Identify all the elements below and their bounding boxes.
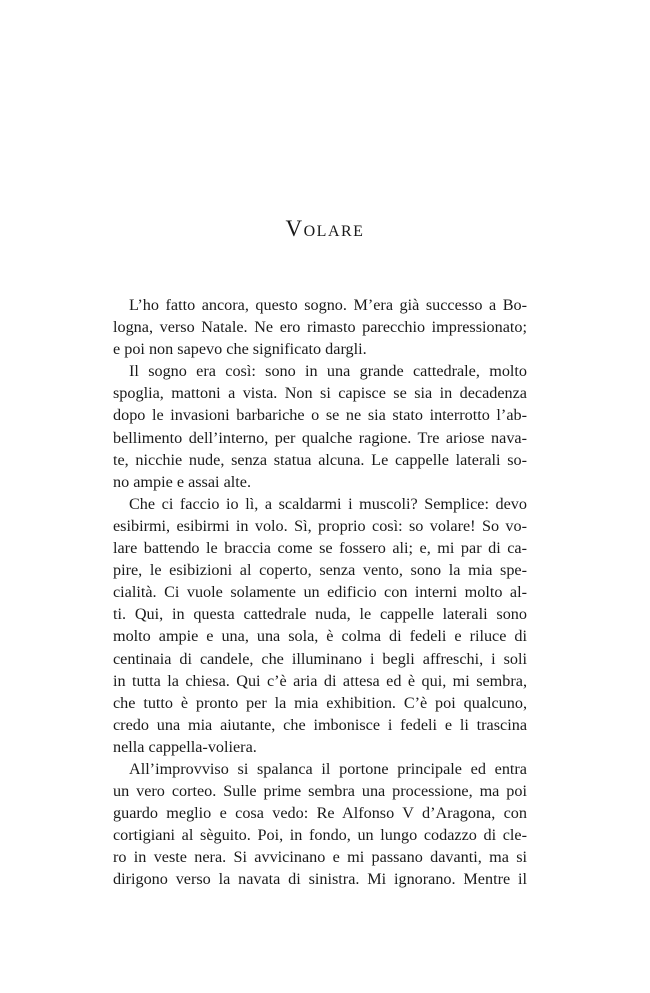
text-line: un vero corteo. Sulle prime sembra una processione, ma poi (113, 782, 527, 801)
text-line: spoglia, mattoni a vista. Non si capisce se sia in decadenza (113, 384, 527, 403)
text-line: cortigiani al sèguito. Poi, in fondo, un lungo codazzo di cle- (113, 826, 527, 845)
chapter-title: Volare (285, 216, 365, 241)
text-line: Che ci faccio io lì, a scaldarmi i muscoli? Semplice: devo (129, 494, 527, 513)
text-line: no ampie e assai alte. (113, 472, 251, 491)
text-line: Il sogno era così: sono in una grande cattedrale, molto (129, 362, 527, 381)
text-line: ro in veste nera. Si avvicinano e mi passano davanti, ma si (113, 848, 527, 867)
text-line: logna, verso Natale. Ne ero rimasto parecchio impressionato; (113, 318, 527, 337)
text-line: dirigono verso la navata di sinistra. Mi ignorano. Mentre il (113, 870, 527, 889)
text-line: che tutto è pronto per la mia exhibition. C’è poi qualcuno, (113, 693, 527, 712)
text-line: esibirmi, esibirmi in volo. Sì, proprio così: so volare! So vo- (113, 516, 527, 535)
text-line: te, nicchie nude, senza statua alcuna. Le cappelle laterali so- (113, 450, 527, 469)
text-line: credo una mia aiutante, che imbonisce i fedeli e li trascina (113, 715, 527, 734)
text-line: lare battendo le braccia come se fossero ali; e, mi par di ca- (113, 539, 527, 558)
text-line: in tutta la chiesa. Qui c’è aria di attesa ed è qui, mi sembra, (113, 671, 527, 690)
text-line: nella cappella-voliera. (113, 737, 257, 756)
text-line: cialità. Ci vuole solamente un edificio con interni molto al- (113, 583, 527, 602)
text-line: pire, le esibizioni al coperto, senza vento, sono la mia spe- (113, 561, 527, 580)
text-line: guardo meglio e cosa vedo: Re Alfonso V d’Aragona, con (113, 804, 527, 823)
text-line: dopo le invasioni barbariche o se ne sia stato interrotto l’ab- (113, 406, 527, 425)
text-line: All’improvviso si spalanca il portone principale ed entra (129, 759, 527, 778)
text-line: L’ho fatto ancora, questo sogno. M’era già successo a Bo- (129, 296, 527, 314)
text-line: bellimento dell’interno, per qualche ragione. Tre ariose nava- (113, 428, 527, 447)
text-line: molto ampie e una, una sola, è colma di fedeli e riluce di (113, 627, 527, 646)
text-line: e poi non sapevo che significato dargli. (113, 340, 367, 359)
text-line: centinaia di candele, che illuminano i begli affreschi, i soli (113, 649, 527, 668)
body-text (113, 294, 527, 891)
text-line: ti. Qui, in questa cattedrale nuda, le cappelle laterali sono (113, 605, 527, 624)
